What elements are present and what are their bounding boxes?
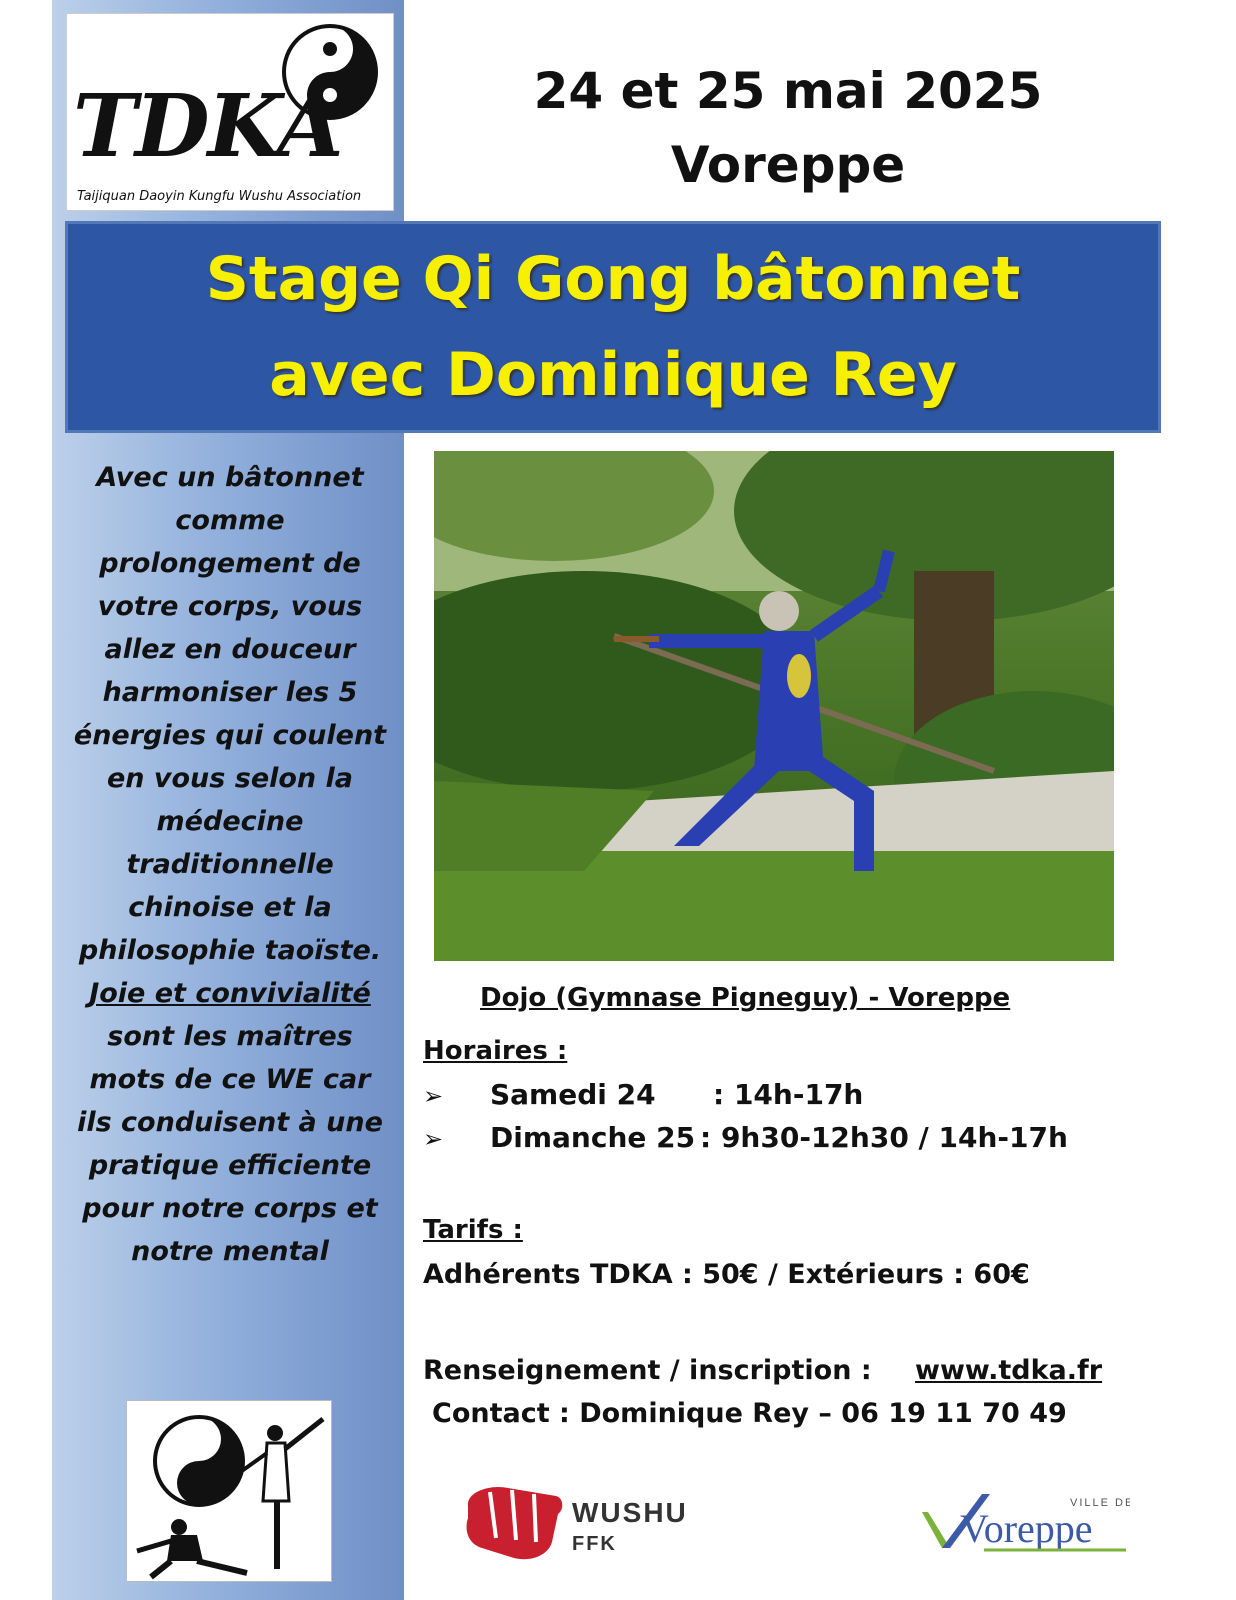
tdka-logo	[66, 13, 394, 211]
martial-arts-illustration	[126, 1400, 332, 1582]
description-main: Avec un bâtonnet comme prolongement de votre corps, vous allez en douceur harmoniser les 5 énergies qui coulent en vous selon la médecine traditionnelle chinoise et la philosophie taoïste.	[73, 462, 387, 966]
venue: Dojo (Gymnase Pigneguy) - Voreppe	[480, 983, 1011, 1013]
arrow-bullet-icon: ➢	[423, 1125, 444, 1153]
practitioner-photo	[434, 451, 1114, 961]
ville-de-label: VILLE DE	[1070, 1497, 1130, 1509]
logo-wordmark: TDKA	[73, 76, 342, 177]
voreppe-v-icon	[920, 1490, 1130, 1560]
description-text	[70, 456, 390, 1273]
pricing-text: Adhérents TDKA : 50€ / Extérieurs : 60€	[423, 1259, 1030, 1290]
event-date: 24 et 25 mai 2025	[533, 62, 1043, 120]
description-highlight: Joie et convivialité	[89, 978, 371, 1009]
voreppe-label: Voreppe	[960, 1506, 1093, 1551]
description-rest: sont les maîtres mots de ce WE car ils conduisent à une pratique efficiente pour notre corps et notre mental	[77, 1021, 383, 1267]
wushu-ffk-logo	[460, 1478, 710, 1564]
schedule-item	[423, 1121, 443, 1154]
voreppe-logo	[920, 1490, 1130, 1560]
schedule-day: Dimanche 25	[490, 1121, 696, 1154]
schedule-day: Samedi 24	[490, 1078, 656, 1111]
schedule-heading: Horaires :	[423, 1036, 568, 1066]
info-label: Renseignement / inscription :	[423, 1355, 872, 1386]
schedule-item	[423, 1078, 443, 1111]
website-link[interactable]: www.tdka.fr	[915, 1355, 1103, 1386]
event-city: Voreppe	[670, 136, 906, 194]
contact-line: Contact : Dominique Rey – 06 19 11 70 49	[432, 1398, 1067, 1429]
wushu-label: WUSHU	[572, 1497, 688, 1528]
photo-illustration	[434, 451, 1114, 961]
pricing-heading: Tarifs :	[423, 1215, 523, 1245]
title-banner	[65, 221, 1161, 433]
title-line-1: Stage Qi Gong bâtonnet	[205, 244, 1021, 314]
arrow-bullet-icon: ➢	[423, 1082, 444, 1110]
title-line-2: avec Dominique Rey	[269, 340, 957, 410]
wushu-hand-icon	[460, 1478, 710, 1564]
logo-tagline: Taijiquan Daoyin Kungfu Wushu Association	[77, 189, 362, 204]
schedule-hours: : 14h-17h	[713, 1078, 864, 1111]
schedule-hours: : 9h30-12h30 / 14h-17h	[700, 1121, 1068, 1154]
ffk-label: FFK	[572, 1533, 617, 1555]
yin-yang-fighters-icon	[127, 1401, 331, 1581]
